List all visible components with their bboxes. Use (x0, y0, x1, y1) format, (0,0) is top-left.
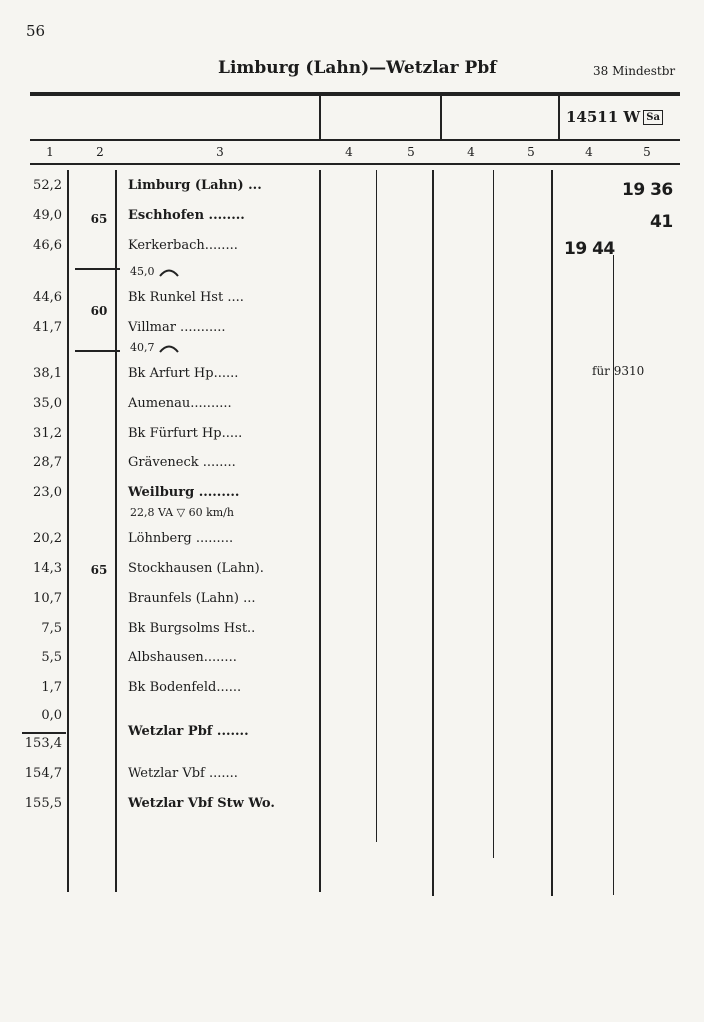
station-name: Bk Bodenfeld...... (128, 680, 242, 695)
station-name: Bk Arfurt Hp...... (128, 366, 239, 381)
time-limburg: 19 36 (622, 180, 673, 200)
speed-rule-2 (75, 350, 120, 352)
km-value: 23,0 (33, 485, 62, 500)
km-value: 35,0 (33, 396, 62, 411)
speed-60: 60 (90, 304, 108, 318)
column-header-8: 4 (585, 145, 593, 159)
col-divider-7 (551, 170, 553, 896)
train-number (566, 108, 663, 126)
station-name: Limburg (Lahn) ... (128, 178, 262, 193)
page-title: Limburg (Lahn)—Wetzlar Pbf (218, 58, 497, 78)
min-brake-label: 38 Mindestbr (593, 64, 676, 78)
km-value: 10,7 (33, 591, 62, 606)
station-name: Wetzlar Vbf ....... (128, 766, 238, 781)
station-name: Bk Fürfurt Hp..... (128, 426, 243, 441)
km-value: 14,3 (33, 561, 62, 576)
col-divider-4 (376, 170, 377, 842)
column-header-2: 2 (96, 145, 104, 159)
header-rule-bottom (30, 163, 680, 165)
km-value: 0,0 (41, 708, 62, 723)
train-number-text: 14511 W (566, 108, 641, 126)
station-name: Bk Burgsolms Hst.. (128, 621, 256, 636)
km-value: 38,1 (33, 366, 62, 381)
junction-km-2-text: 40,7 (130, 341, 155, 354)
column-header-4: 4 (345, 145, 353, 159)
weilburg-speed-note: 22,8 VA ▽ 60 km/h (130, 506, 234, 519)
km-value: 44,6 (33, 290, 62, 305)
header-vline-b (440, 96, 442, 141)
col-divider-8 (613, 255, 614, 895)
saturday-badge: Sa (643, 110, 663, 125)
header-rule-columns (30, 139, 680, 141)
col-divider-1 (67, 170, 69, 892)
station-name: Bk Runkel Hst .... (128, 290, 244, 305)
train-note: für 9310 (592, 364, 645, 378)
km-value: 153,4 (24, 736, 62, 751)
junction-km-2 (130, 341, 179, 354)
station-name: Wetzlar Vbf Stw Wo. (128, 796, 275, 811)
km-rule (22, 732, 66, 734)
speed-rule-1 (75, 268, 120, 270)
station-name: Weilburg ......... (128, 485, 240, 500)
col-divider-2 (115, 170, 117, 892)
station-name: Braunfels (Lahn) ... (128, 591, 256, 606)
junction-arc-icon (159, 267, 179, 277)
km-value: 49,0 (33, 208, 62, 223)
km-value: 46,6 (33, 238, 62, 253)
station-name: Stockhausen (Lahn). (128, 561, 264, 576)
column-header-6: 4 (467, 145, 475, 159)
column-header-7: 5 (527, 145, 535, 159)
station-name: Villmar ........... (128, 320, 226, 335)
station-name: Albshausen........ (128, 650, 237, 665)
header-rule-top (30, 92, 680, 96)
col-divider-3 (319, 170, 321, 892)
station-name: Gräveneck ........ (128, 455, 236, 470)
col-divider-5 (432, 170, 434, 896)
km-value: 52,2 (33, 178, 62, 193)
junction-km-1 (130, 265, 179, 278)
header-vline-c (558, 96, 560, 141)
header-vline-a (319, 96, 321, 141)
km-value: 20,2 (33, 531, 62, 546)
station-name: Wetzlar Pbf ....... (128, 724, 249, 739)
column-header-5: 5 (407, 145, 415, 159)
km-value: 31,2 (33, 426, 62, 441)
page-number: 56 (26, 22, 46, 40)
station-name: Aumenau.......... (128, 396, 232, 411)
time-eschhofen: 41 (650, 212, 673, 232)
speed-65-top: 65 (90, 212, 108, 226)
junction-arc-icon (159, 343, 179, 353)
km-value: 154,7 (24, 766, 62, 781)
time-kerkerbach: 19 44 (564, 239, 615, 259)
station-name: Löhnberg ......... (128, 531, 234, 546)
km-value: 5,5 (41, 650, 62, 665)
column-header-9: 5 (643, 145, 651, 159)
speed-65-bottom: 65 (90, 563, 108, 577)
junction-km-1-text: 45,0 (130, 265, 155, 278)
km-value: 1,7 (41, 680, 62, 695)
column-header-3: 3 (216, 145, 224, 159)
station-name: Kerkerbach........ (128, 238, 238, 253)
km-value: 28,7 (33, 455, 62, 470)
station-name: Eschhofen ........ (128, 208, 245, 223)
col-divider-6 (493, 170, 494, 858)
column-header-1: 1 (46, 145, 54, 159)
km-value: 41,7 (33, 320, 62, 335)
km-value: 155,5 (24, 796, 62, 811)
km-value: 7,5 (41, 621, 62, 636)
